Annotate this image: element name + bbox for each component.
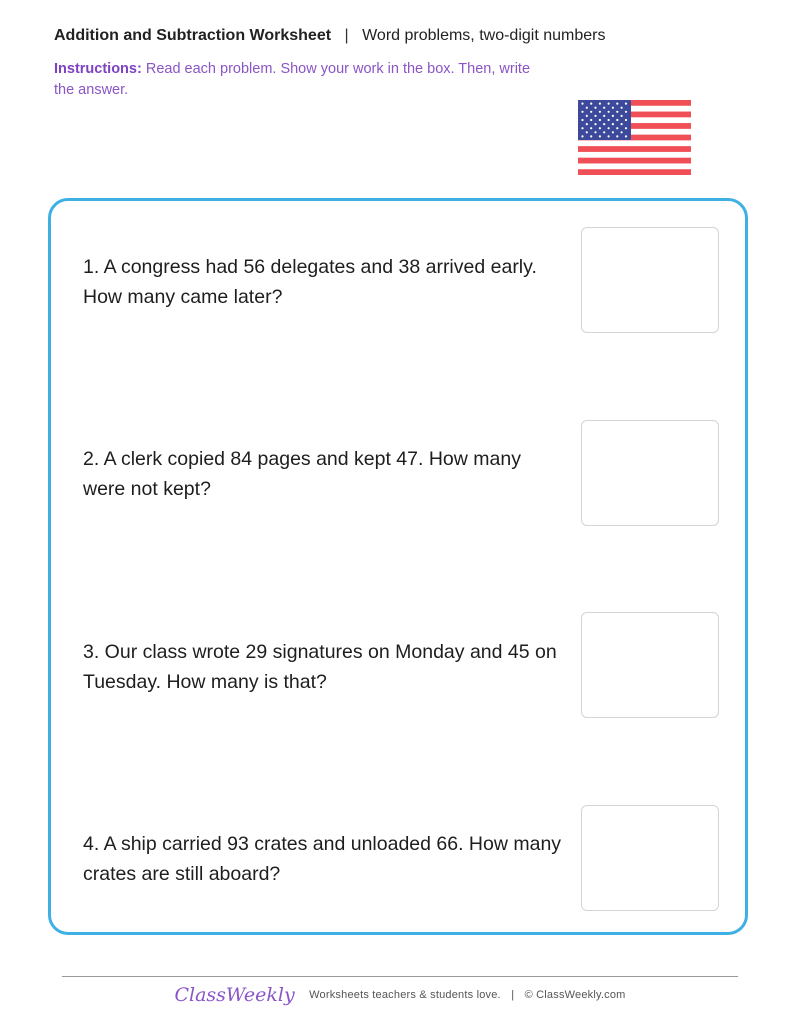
- worksheet-header: [54, 27, 605, 45]
- flag-star: [581, 103, 583, 105]
- flag-star: [594, 131, 596, 133]
- flag-star: [586, 131, 588, 133]
- footer-divider: [62, 976, 738, 977]
- flag-star: [603, 115, 605, 117]
- flag-star: [621, 123, 623, 125]
- flag-stripe: [578, 169, 691, 175]
- worksheet-title: Addition and Subtraction Worksheet: [54, 27, 332, 44]
- flag-star: [625, 127, 627, 129]
- flag-star: [590, 119, 592, 121]
- flag-star: [581, 111, 583, 113]
- flag-star: [625, 111, 627, 113]
- footer-copyright: © ClassWeekly.com: [524, 989, 626, 1001]
- flag-stripe: [578, 146, 691, 152]
- flag-star: [608, 103, 610, 105]
- flag-star: [612, 107, 614, 109]
- instructions-label: Instructions:: [54, 61, 142, 77]
- problem-4-text: 4. A ship carried 93 crates and unloaded 66. How many crates are still aboard?: [83, 833, 562, 885]
- footer-separator: |: [511, 989, 515, 1001]
- flag-star: [612, 115, 614, 117]
- flag-star: [603, 131, 605, 133]
- flag-star: [621, 115, 623, 117]
- problem-2-text: 2. A clerk copied 84 pages and kept 47. How many were not kept?: [83, 448, 521, 500]
- flag-star: [616, 135, 618, 137]
- flag-star: [586, 107, 588, 109]
- flag-stripe: [578, 152, 691, 158]
- flag-star: [608, 111, 610, 113]
- answer-box-2[interactable]: [581, 420, 719, 526]
- footer-tagline: Worksheets teachers & students love.: [309, 989, 501, 1001]
- flag-star: [616, 119, 618, 121]
- flag-star: [590, 127, 592, 129]
- flag-star: [616, 111, 618, 113]
- flag-stripe: [578, 158, 691, 164]
- flag-star: [625, 135, 627, 137]
- worksheet-subtitle: Word problems, two-digit numbers: [362, 27, 606, 44]
- flag-star: [590, 135, 592, 137]
- flag-stripe: [578, 140, 691, 146]
- flag-stripe: [578, 163, 691, 169]
- flag-canton: [578, 100, 631, 140]
- flag-star: [599, 119, 601, 121]
- flag-star: [599, 135, 601, 137]
- footer: [0, 984, 800, 1006]
- flag-star: [586, 115, 588, 117]
- flag-star: [612, 123, 614, 125]
- flag-star: [621, 131, 623, 133]
- flag-star: [599, 111, 601, 113]
- flag-star: [625, 103, 627, 105]
- flag-star: [581, 119, 583, 121]
- flag-star: [594, 123, 596, 125]
- flag-star: [603, 123, 605, 125]
- flag-star: [586, 123, 588, 125]
- instructions-text: Read each problem. Show your work in the box. Then, write the answer.: [54, 61, 531, 98]
- flag-star: [599, 103, 601, 105]
- flag-star: [621, 107, 623, 109]
- flag-star: [581, 127, 583, 129]
- flag-star: [590, 111, 592, 113]
- problem-3-text: 3. Our class wrote 29 signatures on Monday and 45 on Tuesday. How many is that?: [83, 641, 557, 693]
- flag-star: [616, 103, 618, 105]
- answer-box-1[interactable]: [581, 227, 719, 333]
- us-flag-icon: [578, 100, 691, 175]
- flag-star: [608, 135, 610, 137]
- flag-star: [612, 131, 614, 133]
- flag-star: [608, 127, 610, 129]
- flag-star: [594, 107, 596, 109]
- header-separator: |: [344, 27, 349, 44]
- flag-star: [590, 103, 592, 105]
- flag-star: [581, 135, 583, 137]
- answer-box-4[interactable]: [581, 805, 719, 911]
- flag-star: [625, 119, 627, 121]
- problems-panel: [48, 198, 748, 935]
- flag-star: [594, 115, 596, 117]
- flag-star: [603, 107, 605, 109]
- problem-1-text: 1. A congress had 56 delegates and 38 arrived early. How many came later?: [83, 256, 537, 308]
- flag-star: [616, 127, 618, 129]
- flag-star: [599, 127, 601, 129]
- brand-logo: ClassWeekly: [174, 984, 295, 1006]
- instructions: [54, 59, 534, 101]
- flag-star: [608, 119, 610, 121]
- answer-box-3[interactable]: [581, 612, 719, 718]
